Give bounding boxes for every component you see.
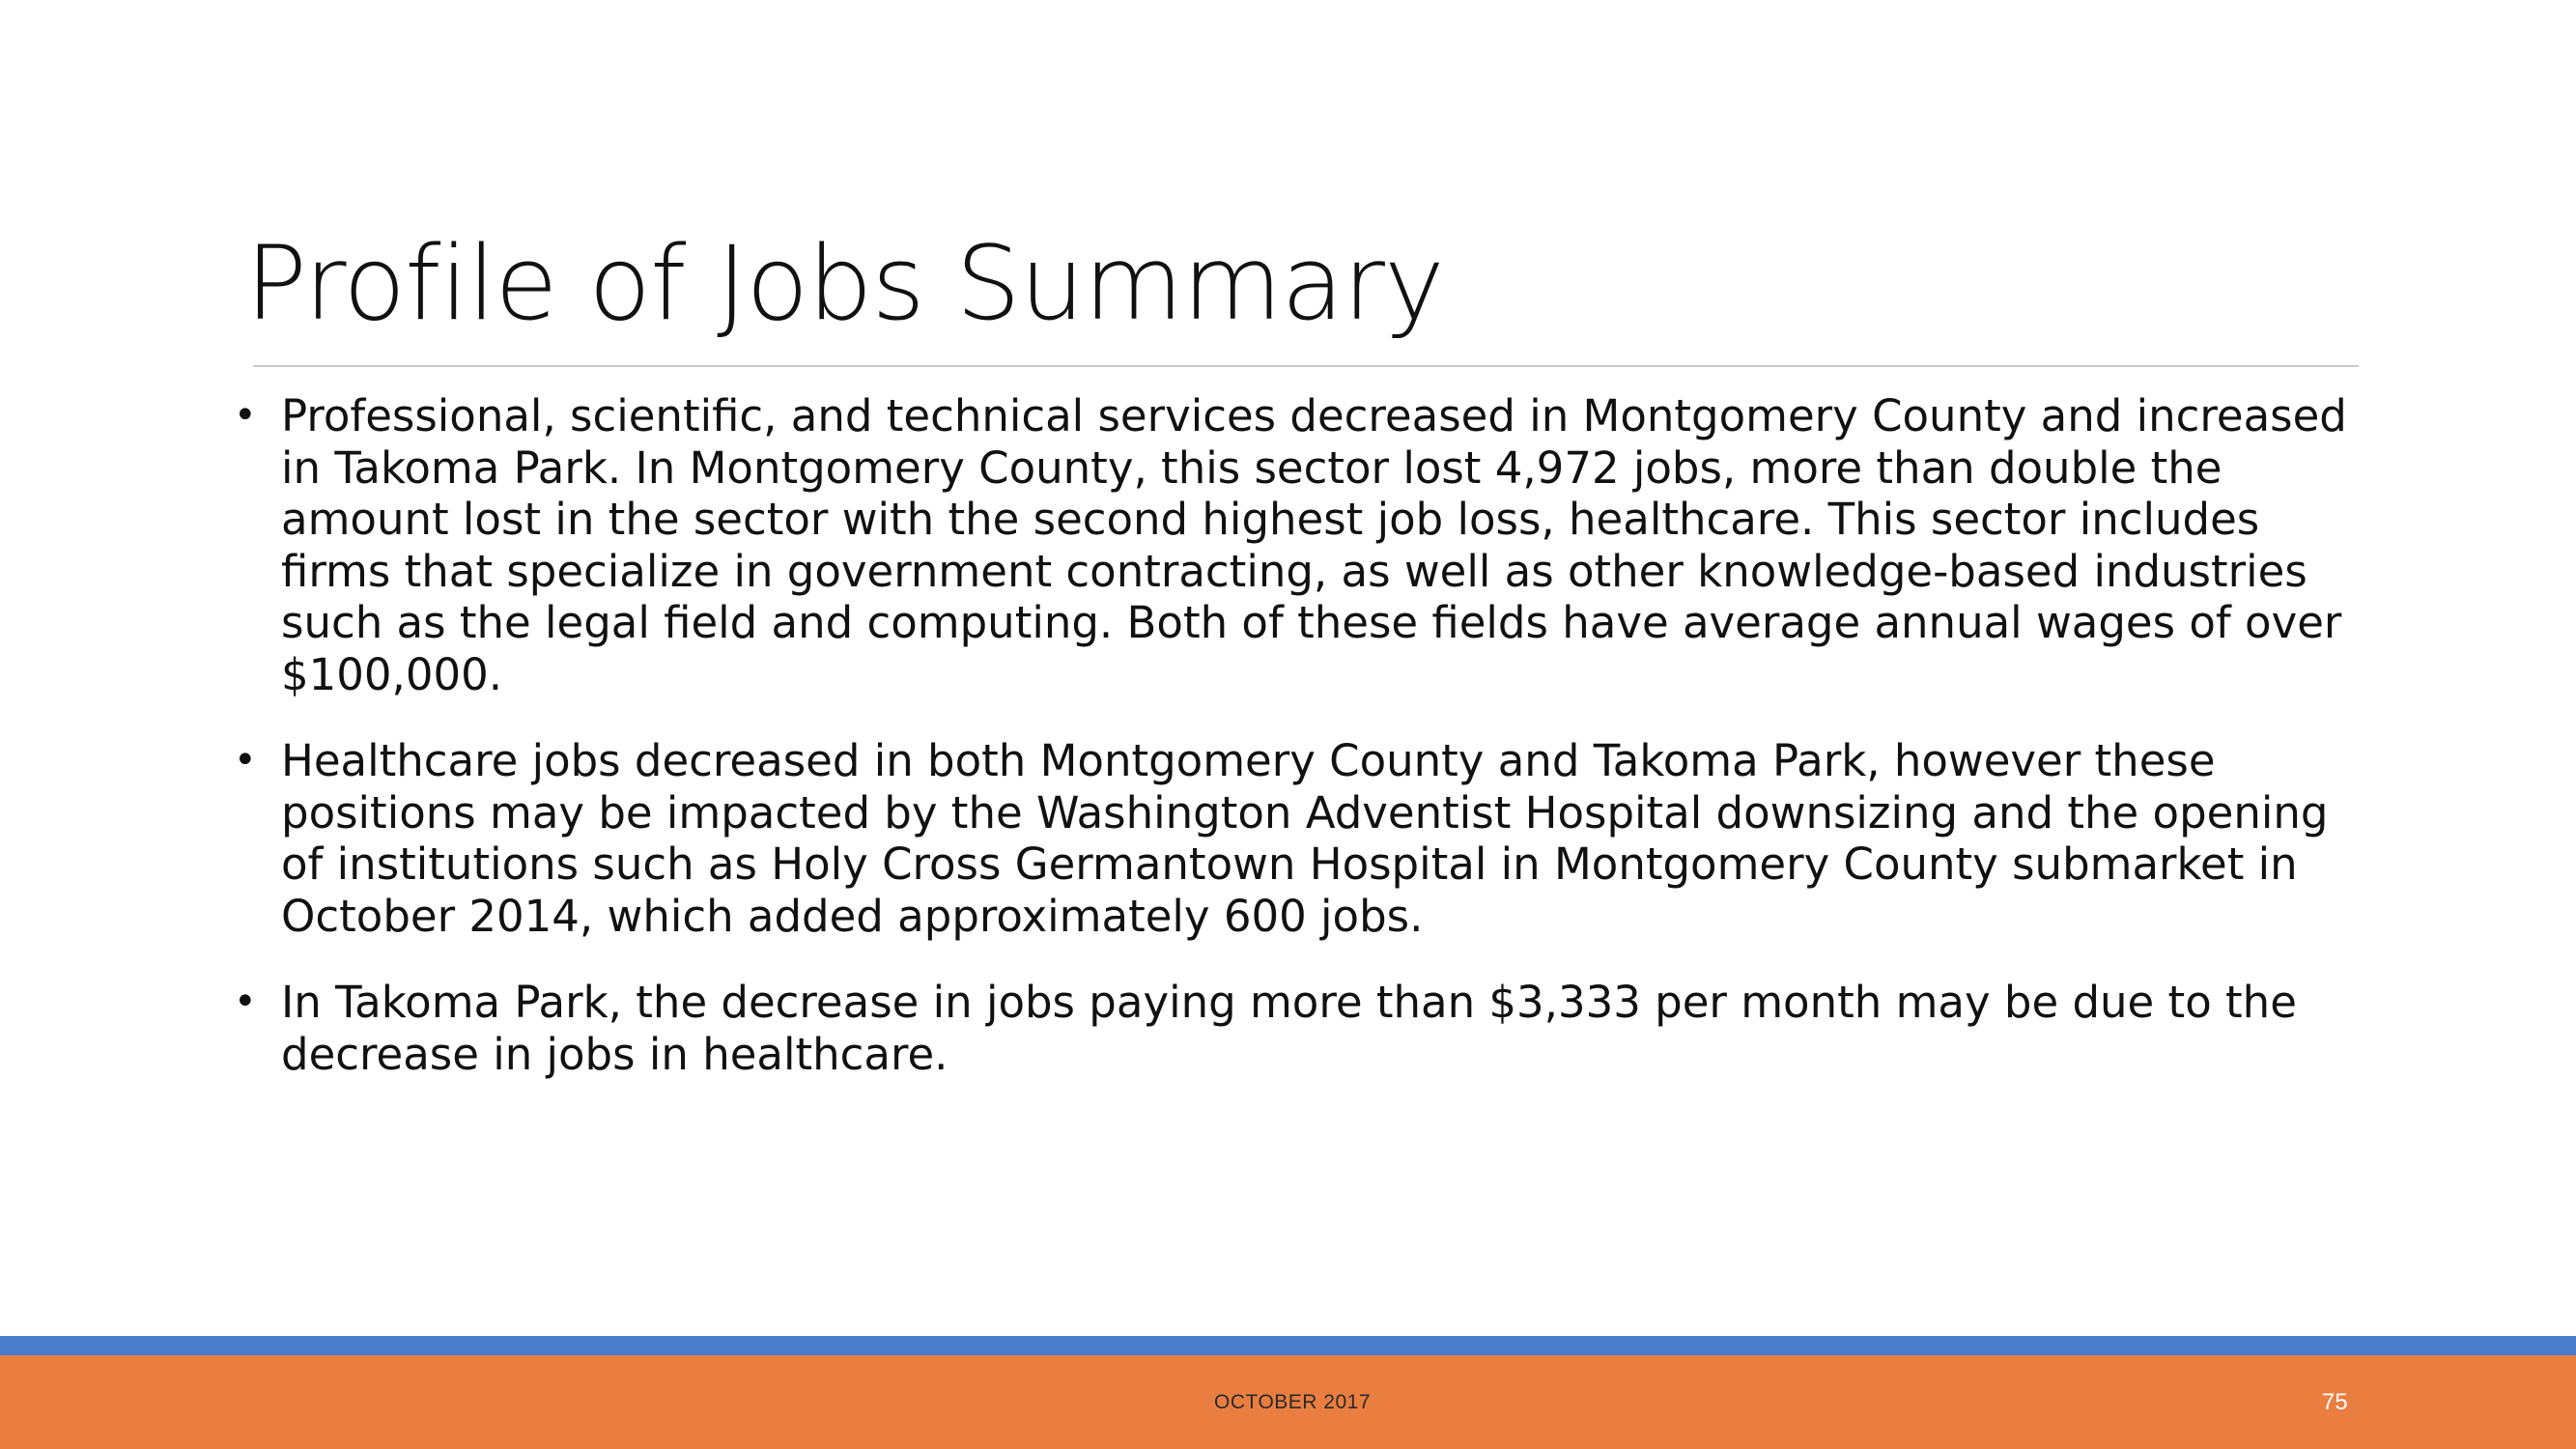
page-number: 75 [2322, 1389, 2348, 1415]
bullet-marker: • [234, 980, 257, 1024]
bullet-list [226, 390, 2370, 1115]
footer-date: OCTOBER 2017 [1214, 1391, 1372, 1413]
bullet-marker: • [234, 393, 257, 438]
bullet-item [226, 390, 2370, 700]
title-divider [253, 365, 2359, 367]
bullet-text: Healthcare jobs decreased in both Montgomery County and Takoma Park, however these positions may be impacted by the Washington Adventist Hospital downsizing and the opening of institutions such as Holy Cross Germantown Hospital in Montgomery County submarket in October 2014, which added approximately 600 jobs. [281, 735, 2329, 942]
bullet-marker: • [234, 738, 257, 782]
bullet-item [226, 977, 2370, 1080]
footer-blue-bar [0, 1336, 2576, 1355]
bullet-item [226, 735, 2370, 942]
bullet-text: Professional, scientific, and technical services decreased in Montgomery County and increased in Takoma Park. In Montgomery County, this sector lost 4,972 jobs, more than double the amount lost in the sector with the second highest job loss, healthcare. This sector includes firms that specialize in government contracting, as well as other knowledge-based industries such as the legal field and computing. Both of these fields have average annual wages of over $100,000. [281, 390, 2347, 700]
bullet-text: In Takoma Park, the decrease in jobs paying more than $3,333 per month may be due to the decrease in jobs in healthcare. [281, 977, 2297, 1080]
slide-title: Profile of Jobs Summary [245, 224, 1444, 343]
